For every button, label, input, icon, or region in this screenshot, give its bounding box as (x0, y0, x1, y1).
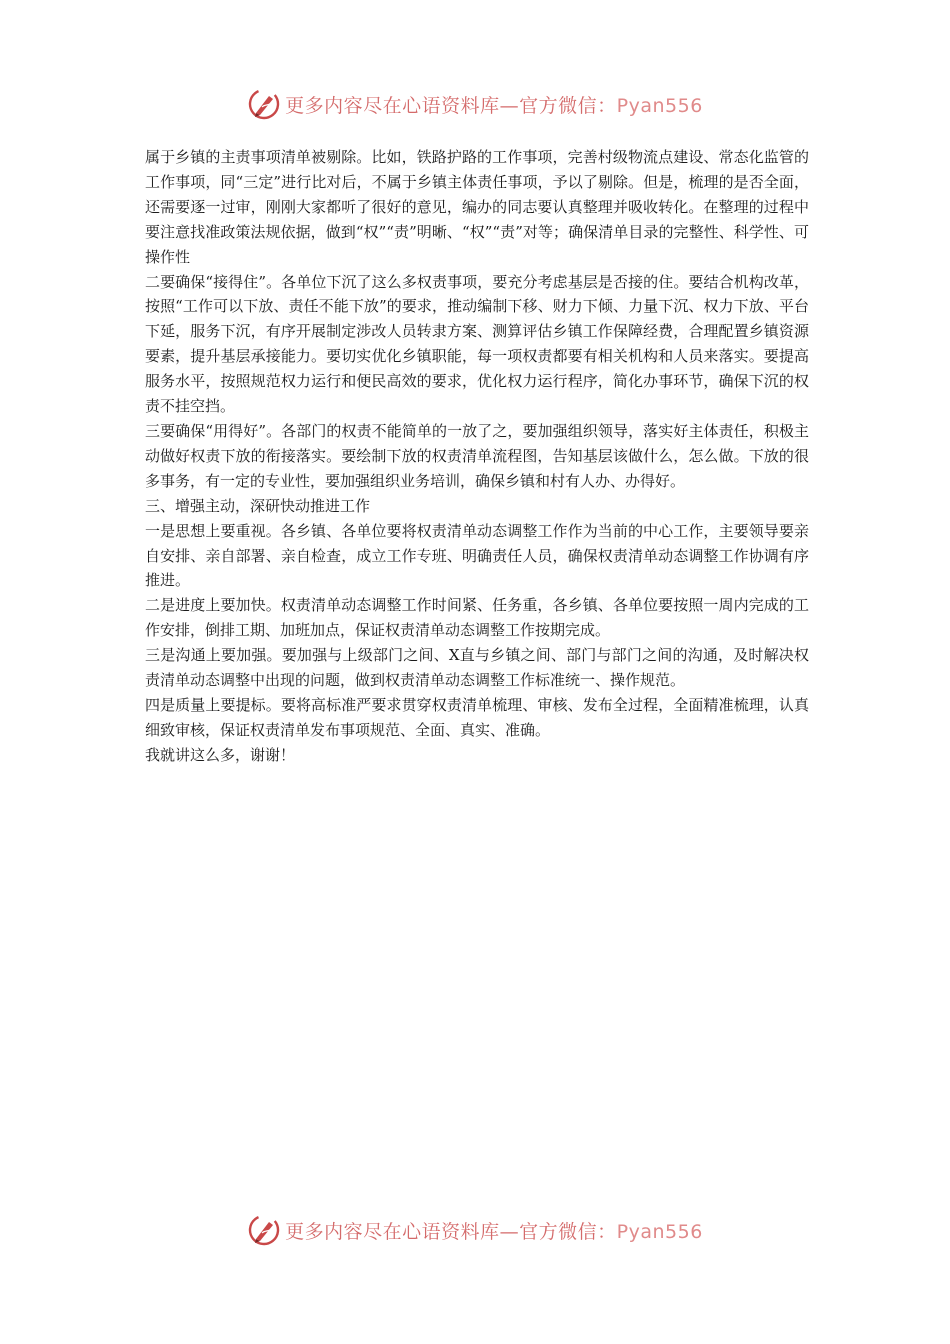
paragraph: 属于乡镇的主责事项清单被剔除。比如，铁路护路的工作事项，完善村级物流点建设、常态化监管的工作事项，同“三定”进行比对后，不属于乡镇主体责任事项，予以了剔除。但是，梳理的是否全面，还需要逐一过审，刚刚大家都听了很好的意见，编办的同志要认真整理并吸收转化。在整理的过程中要注意找准政策法规依据，做到“权”“责”明晰、“权”“责”对等；确保清单目录的完整性、科学性、可操作性 (145, 148, 809, 266)
header-banner (0, 84, 950, 124)
banner-caption: 更多内容尽在心语资料库—官方微信： (285, 94, 617, 117)
banner-text (285, 91, 703, 118)
paragraph: 三是沟通上要加强。要加强与上级部门之间、X直与乡镇之间、部门与部门之间的沟通，及时解决权责清单动态调整中出现的问题，做到权责清单动态调整工作标准统一、操作规范。 (145, 646, 809, 690)
pen-circle-logo-icon (247, 87, 281, 121)
document-body (145, 145, 809, 768)
footer-banner (0, 1210, 950, 1250)
paragraph: 三要确保“用得好”。各部门的权责不能简单的一放了之，要加强组织领导，落实好主体责任，积极主动做好权责下放的衔接落实。要绘制下放的权责清单流程图，告知基层该做什么，怎么做。下放的很多事务，有一定的专业性，要加强组织业务培训，确保乡镇和村有人办、办得好。 (145, 421, 809, 490)
banner-wechat-handle: Pyan556 (616, 94, 703, 117)
paragraph: 二要确保“接得住”。各单位下沉了这么多权责事项，要充分考虑基层是否接的住。要结合机构改革，按照“工作可以下放、责任不能下放”的要求，推动编制下移、财力下倾、力量下沉、权力下放、平台下延，服务下沉，有序开展制定涉改人员转隶方案、测算评估乡镇工作保障经费，合理配置乡镇资源要素，提升基层承接能力。要切实优化乡镇职能，每一项权责都要有相关机构和人员来落实。要提高服务水平，按照规范权力运行和便民高效的要求，优化权力运行程序，简化办事环节，确保下沉的权责不挂空挡。 (145, 272, 809, 416)
banner-text (285, 1217, 703, 1244)
paragraph: 四是质量上要提标。要将高标准严要求贯穿权责清单梳理、审核、发布全过程，全面精准梳理，认真细致审核，保证权责清单发布事项规范、全面、真实、准确。 (145, 695, 809, 739)
banner-caption: 更多内容尽在心语资料库—官方微信： (285, 1220, 617, 1243)
closing-remark: 我就讲这么多，谢谢！ (145, 745, 296, 764)
section-heading: 三、增强主动，深研快动推进工作 (145, 496, 371, 515)
paragraph: 一是思想上要重视。各乡镇、各单位要将权责清单动态调整工作作为当前的中心工作，主要领导要亲自安排、亲自部署、亲自检查，成立工作专班、明确责任人员，确保权责清单动态调整工作协调有序推进。 (145, 521, 809, 590)
paragraph: 二是进度上要加快。权责清单动态调整工作时间紧、任务重，各乡镇、各单位要按照一周内完成的工作安排，倒排工期、加班加点，保证权责清单动态调整工作按期完成。 (145, 596, 809, 640)
pen-circle-logo-icon (247, 1213, 281, 1247)
banner-wechat-handle: Pyan556 (616, 1220, 703, 1243)
